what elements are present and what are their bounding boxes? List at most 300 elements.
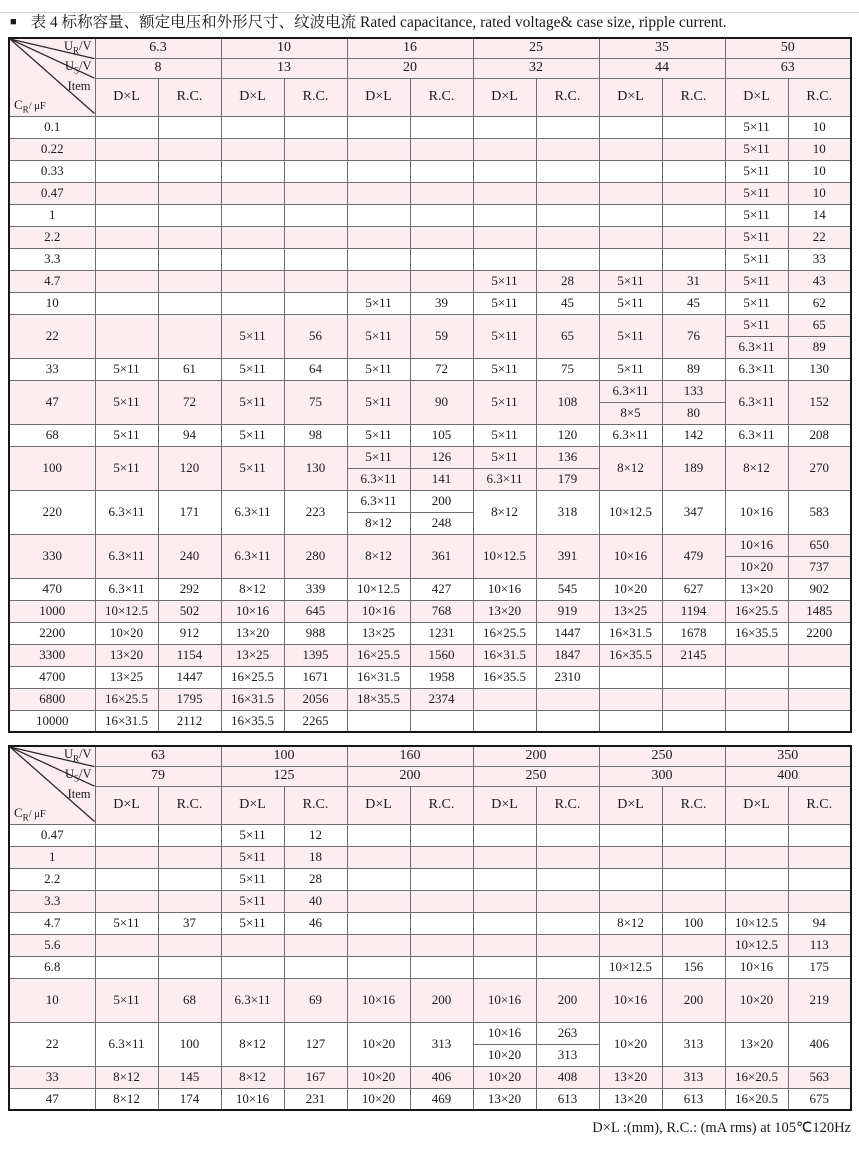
case-size-cell xyxy=(347,116,410,138)
ripple-current-cell xyxy=(662,868,725,890)
rated-voltage-header-row xyxy=(9,746,851,766)
case-size-cell: 10×12.5 xyxy=(599,490,662,534)
ripple-current-cell: 130 xyxy=(788,358,851,380)
ripple-current-cell xyxy=(662,688,725,710)
ripple-current-cell: 28 xyxy=(284,868,347,890)
case-size-cell: 5×11 xyxy=(473,358,536,380)
table-row xyxy=(9,270,851,292)
ripple-current-cell: 988 xyxy=(284,622,347,644)
case-size-cell: 10×16 xyxy=(725,534,788,556)
case-size-cell xyxy=(725,688,788,710)
ripple-current-cell xyxy=(410,204,473,226)
case-size-cell: 16×35.5 xyxy=(473,666,536,688)
case-size-column-header: D×L xyxy=(347,786,410,824)
case-size-cell xyxy=(221,226,284,248)
case-size-cell xyxy=(221,160,284,182)
ripple-current-cell xyxy=(536,688,599,710)
ripple-current-cell xyxy=(410,956,473,978)
case-size-cell: 5×11 xyxy=(221,380,284,424)
case-size-cell xyxy=(599,248,662,270)
table-row xyxy=(9,978,851,1022)
ripple-current-cell xyxy=(410,934,473,956)
case-size-cell xyxy=(725,868,788,890)
case-size-cell: 10×20 xyxy=(725,556,788,578)
case-size-cell: 5×11 xyxy=(473,446,536,468)
ripple-current-cell: 1447 xyxy=(158,666,221,688)
ripple-current-column-header: R.C. xyxy=(284,78,347,116)
ripple-current-cell xyxy=(662,226,725,248)
ripple-current-cell: 1447 xyxy=(536,622,599,644)
case-size-cell: 5×11 xyxy=(725,138,788,160)
ripple-current-cell: 406 xyxy=(788,1022,851,1066)
case-size-cell: 5×11 xyxy=(95,424,158,446)
case-size-cell: 16×31.5 xyxy=(221,688,284,710)
ripple-current-cell: 1795 xyxy=(158,688,221,710)
ripple-current-cell xyxy=(662,934,725,956)
case-size-cell: 8×12 xyxy=(347,512,410,534)
ripple-current-cell: 130 xyxy=(284,446,347,490)
ripple-current-column-header: R.C. xyxy=(158,78,221,116)
ripple-current-column-header: R.C. xyxy=(536,786,599,824)
case-size-cell: 13×20 xyxy=(725,578,788,600)
ripple-current-cell: 223 xyxy=(284,490,347,534)
case-size-cell: 13×25 xyxy=(95,666,158,688)
ripple-current-cell: 65 xyxy=(536,314,599,358)
case-size-cell xyxy=(95,138,158,160)
ripple-current-cell xyxy=(536,912,599,934)
case-size-cell: 5×11 xyxy=(347,380,410,424)
capacitance-cell: 3.3 xyxy=(9,890,95,912)
ripple-current-cell xyxy=(662,710,725,732)
capacitance-cell: 2.2 xyxy=(9,868,95,890)
ripple-current-cell: 318 xyxy=(536,490,599,534)
ripple-current-cell: 2145 xyxy=(662,644,725,666)
ripple-current-cell: 1231 xyxy=(410,622,473,644)
ripple-current-cell: 12 xyxy=(284,824,347,846)
case-size-cell: 18×35.5 xyxy=(347,688,410,710)
ripple-current-cell: 113 xyxy=(788,934,851,956)
ripple-current-cell: 141 xyxy=(410,468,473,490)
case-size-cell xyxy=(725,666,788,688)
case-size-cell: 5×11 xyxy=(95,380,158,424)
ripple-current-cell: 2112 xyxy=(158,710,221,732)
ripple-current-cell: 613 xyxy=(536,1088,599,1110)
ripple-current-cell: 2310 xyxy=(536,666,599,688)
case-size-cell xyxy=(347,912,410,934)
ripple-current-cell xyxy=(158,182,221,204)
ripple-current-cell xyxy=(788,824,851,846)
ripple-current-cell xyxy=(788,688,851,710)
ripple-current-cell xyxy=(284,934,347,956)
case-size-column-header: D×L xyxy=(347,78,410,116)
case-size-cell: 5×11 xyxy=(221,358,284,380)
case-size-cell: 5×11 xyxy=(347,446,410,468)
ripple-current-cell xyxy=(410,182,473,204)
ripple-current-cell: 105 xyxy=(410,424,473,446)
capacitance-cell: 33 xyxy=(9,358,95,380)
ripple-current-cell: 156 xyxy=(662,956,725,978)
case-size-cell xyxy=(599,868,662,890)
ripple-current-cell: 2056 xyxy=(284,688,347,710)
ripple-current-cell xyxy=(662,846,725,868)
capacitance-cell: 47 xyxy=(9,1088,95,1110)
ripple-current-cell: 45 xyxy=(662,292,725,314)
ripple-current-cell xyxy=(284,204,347,226)
case-size-cell: 10×20 xyxy=(725,978,788,1022)
ripple-current-cell xyxy=(788,868,851,890)
ripple-current-cell: 1395 xyxy=(284,644,347,666)
ripple-current-cell: 280 xyxy=(284,534,347,578)
rated-voltage-value: 25 xyxy=(473,38,599,58)
case-size-cell xyxy=(473,710,536,732)
case-size-cell: 5×11 xyxy=(221,824,284,846)
ripple-current-cell xyxy=(158,956,221,978)
case-size-cell: 16×35.5 xyxy=(221,710,284,732)
case-size-column-header: D×L xyxy=(221,78,284,116)
table-row xyxy=(9,1088,851,1110)
ripple-current-cell: 145 xyxy=(158,1066,221,1088)
ripple-current-cell xyxy=(284,116,347,138)
case-size-cell: 5×11 xyxy=(725,314,788,336)
case-size-cell xyxy=(221,292,284,314)
case-size-cell: 5×11 xyxy=(221,446,284,490)
case-size-cell: 10×16 xyxy=(473,1022,536,1044)
case-size-cell xyxy=(725,890,788,912)
ripple-current-cell: 94 xyxy=(158,424,221,446)
case-size-cell xyxy=(347,204,410,226)
ripple-current-cell: 75 xyxy=(284,380,347,424)
case-size-cell: 6.3×11 xyxy=(347,468,410,490)
case-size-cell: 6.3×11 xyxy=(347,490,410,512)
case-size-cell xyxy=(347,890,410,912)
case-size-cell: 5×11 xyxy=(599,314,662,358)
ripple-current-cell: 248 xyxy=(410,512,473,534)
header-corner-cell xyxy=(9,38,95,116)
case-size-cell: 5×11 xyxy=(599,270,662,292)
case-size-cell: 16×31.5 xyxy=(473,644,536,666)
case-size-cell xyxy=(347,270,410,292)
ripple-current-cell xyxy=(536,248,599,270)
case-size-cell: 10×20 xyxy=(473,1066,536,1088)
ripple-current-cell xyxy=(536,138,599,160)
case-size-cell xyxy=(473,688,536,710)
ripple-current-cell xyxy=(158,116,221,138)
ripple-current-cell xyxy=(284,160,347,182)
capacitance-cell: 0.47 xyxy=(9,182,95,204)
capacitance-cell: 22 xyxy=(9,314,95,358)
ripple-current-cell: 126 xyxy=(410,446,473,468)
ripple-current-cell: 75 xyxy=(536,358,599,380)
ripple-current-cell: 72 xyxy=(158,380,221,424)
case-size-cell xyxy=(347,824,410,846)
ripple-current-cell: 339 xyxy=(284,578,347,600)
capacitance-cell: 220 xyxy=(9,490,95,534)
case-size-cell: 5×11 xyxy=(725,248,788,270)
table-row xyxy=(9,424,851,446)
ripple-current-cell xyxy=(788,890,851,912)
ripple-current-cell xyxy=(410,116,473,138)
ripple-current-column-header: R.C. xyxy=(158,786,221,824)
ripple-current-cell xyxy=(284,248,347,270)
capacitance-cell: 0.47 xyxy=(9,824,95,846)
ripple-current-cell: 200 xyxy=(536,978,599,1022)
case-size-cell: 6.3×11 xyxy=(599,424,662,446)
case-size-cell: 5×11 xyxy=(347,358,410,380)
case-size-cell xyxy=(347,248,410,270)
ripple-current-cell: 292 xyxy=(158,578,221,600)
ripple-current-cell: 100 xyxy=(662,912,725,934)
capacitance-cell: 2.2 xyxy=(9,226,95,248)
ripple-current-cell: 545 xyxy=(536,578,599,600)
case-size-cell: 8×12 xyxy=(725,446,788,490)
ripple-current-cell: 167 xyxy=(284,1066,347,1088)
rated-voltage-header-row xyxy=(9,38,851,58)
case-size-cell: 16×31.5 xyxy=(599,622,662,644)
case-size-cell: 10×16 xyxy=(599,534,662,578)
ripple-current-cell: 675 xyxy=(788,1088,851,1110)
case-size-cell: 16×31.5 xyxy=(347,666,410,688)
case-size-cell: 5×11 xyxy=(95,912,158,934)
case-size-cell xyxy=(95,868,158,890)
case-size-cell: 5×11 xyxy=(95,446,158,490)
rated-voltage-value: 200 xyxy=(473,746,599,766)
case-size-cell: 5×11 xyxy=(725,270,788,292)
ripple-current-cell: 189 xyxy=(662,446,725,490)
ripple-current-cell: 406 xyxy=(410,1066,473,1088)
ripple-current-cell xyxy=(788,666,851,688)
ripple-current-cell: 313 xyxy=(662,1066,725,1088)
capacitance-cell: 3300 xyxy=(9,644,95,666)
case-size-cell xyxy=(473,890,536,912)
ripple-current-cell xyxy=(158,934,221,956)
capacitance-cell: 22 xyxy=(9,1022,95,1066)
case-size-cell: 6.3×11 xyxy=(725,336,788,358)
ripple-current-cell: 240 xyxy=(158,534,221,578)
case-size-cell xyxy=(95,248,158,270)
table-row xyxy=(9,204,851,226)
ripple-current-cell: 200 xyxy=(410,490,473,512)
ripple-current-cell: 1560 xyxy=(410,644,473,666)
table-row xyxy=(9,890,851,912)
case-size-cell: 13×20 xyxy=(95,644,158,666)
ripple-current-cell: 33 xyxy=(788,248,851,270)
ripple-current-column-header: R.C. xyxy=(284,786,347,824)
case-size-cell: 6.3×11 xyxy=(599,380,662,402)
capacitance-cell: 4.7 xyxy=(9,270,95,292)
ripple-current-cell xyxy=(158,138,221,160)
rated-voltage-value: 350 xyxy=(725,746,851,766)
ripple-current-cell xyxy=(410,868,473,890)
case-size-cell: 10×16 xyxy=(473,978,536,1022)
case-size-cell: 6.3×11 xyxy=(473,468,536,490)
ripple-current-cell: 174 xyxy=(158,1088,221,1110)
case-size-cell: 5×11 xyxy=(347,424,410,446)
ripple-current-cell xyxy=(284,270,347,292)
case-size-cell xyxy=(221,956,284,978)
case-size-cell xyxy=(95,314,158,358)
ripple-current-cell xyxy=(536,204,599,226)
case-size-cell: 10×16 xyxy=(347,600,410,622)
capacitance-cell: 3.3 xyxy=(9,248,95,270)
case-size-cell xyxy=(725,644,788,666)
capacitance-cell: 10 xyxy=(9,978,95,1022)
case-size-cell xyxy=(599,710,662,732)
table-row xyxy=(9,600,851,622)
case-size-cell: 5×11 xyxy=(221,846,284,868)
case-size-cell: 10×12.5 xyxy=(725,912,788,934)
case-size-cell xyxy=(347,934,410,956)
case-size-cell xyxy=(347,226,410,248)
ripple-current-cell: 200 xyxy=(410,978,473,1022)
case-size-cell: 10×16 xyxy=(599,978,662,1022)
ripple-current-cell: 1671 xyxy=(284,666,347,688)
ripple-current-cell xyxy=(536,160,599,182)
case-size-cell: 10×20 xyxy=(95,622,158,644)
ripple-current-cell xyxy=(284,226,347,248)
ripple-current-cell: 10 xyxy=(788,182,851,204)
ripple-current-cell: 31 xyxy=(662,270,725,292)
case-size-cell xyxy=(347,846,410,868)
ripple-current-cell xyxy=(662,160,725,182)
ripple-current-cell: 650 xyxy=(788,534,851,556)
case-size-column-header: D×L xyxy=(95,786,158,824)
case-size-cell: 16×25.5 xyxy=(95,688,158,710)
case-size-cell xyxy=(473,934,536,956)
rated-voltage-value: 63 xyxy=(95,746,221,766)
case-size-cell xyxy=(221,934,284,956)
ripple-current-cell xyxy=(410,226,473,248)
ripple-current-cell xyxy=(536,226,599,248)
surge-voltage-value: 32 xyxy=(473,58,599,78)
case-size-cell: 6.3×11 xyxy=(221,978,284,1022)
ripple-current-cell xyxy=(662,116,725,138)
case-size-cell: 8×12 xyxy=(599,446,662,490)
capacitance-cell: 470 xyxy=(9,578,95,600)
ripple-current-cell: 133 xyxy=(662,380,725,402)
case-size-cell: 10×20 xyxy=(473,1044,536,1066)
ripple-current-cell xyxy=(158,824,221,846)
surge-voltage-axis-label: $U_S/V$ xyxy=(64,767,92,784)
ripple-current-cell: 563 xyxy=(788,1066,851,1088)
tables-area xyxy=(0,37,859,1111)
ripple-current-cell: 39 xyxy=(410,292,473,314)
item-axis-label: Item xyxy=(67,787,91,801)
ripple-current-cell xyxy=(410,270,473,292)
capacitance-cell: 10 xyxy=(9,292,95,314)
surge-voltage-header-row xyxy=(9,58,851,78)
ripple-current-cell xyxy=(536,868,599,890)
page-top-rule xyxy=(0,12,859,13)
ripple-current-cell: 120 xyxy=(536,424,599,446)
ripple-current-cell: 627 xyxy=(662,578,725,600)
ripple-current-cell: 14 xyxy=(788,204,851,226)
case-size-cell: 5×11 xyxy=(473,314,536,358)
case-size-cell xyxy=(95,226,158,248)
ripple-current-cell: 76 xyxy=(662,314,725,358)
rated-voltage-axis-label: $U_R/V$ xyxy=(63,747,92,764)
case-size-cell: 6.3×11 xyxy=(221,490,284,534)
surge-voltage-axis-label: $U_S/V$ xyxy=(64,59,92,76)
ripple-current-cell xyxy=(158,868,221,890)
ripple-current-cell: 313 xyxy=(662,1022,725,1066)
case-size-cell: 8×5 xyxy=(599,402,662,424)
ripple-current-cell: 108 xyxy=(536,380,599,424)
case-size-cell: 10×20 xyxy=(599,578,662,600)
case-size-cell: 10×20 xyxy=(347,1066,410,1088)
table-row xyxy=(9,934,851,956)
case-size-cell: 10×20 xyxy=(347,1022,410,1066)
ripple-current-cell: 219 xyxy=(788,978,851,1022)
ripple-current-cell: 127 xyxy=(284,1022,347,1066)
case-size-cell xyxy=(221,248,284,270)
case-size-cell: 10×16 xyxy=(725,490,788,534)
ripple-current-cell: 1485 xyxy=(788,600,851,622)
ripple-current-cell: 502 xyxy=(158,600,221,622)
capacitance-cell: 4.7 xyxy=(9,912,95,934)
table-row xyxy=(9,446,851,468)
surge-voltage-value: 79 xyxy=(95,766,221,786)
ripple-current-cell: 313 xyxy=(536,1044,599,1066)
table-row xyxy=(9,160,851,182)
case-size-cell xyxy=(95,116,158,138)
case-size-cell xyxy=(95,270,158,292)
rated-voltage-value: 160 xyxy=(347,746,473,766)
case-size-cell: 5×11 xyxy=(473,380,536,424)
capacitance-cell: 6800 xyxy=(9,688,95,710)
case-size-column-header: D×L xyxy=(725,786,788,824)
case-size-cell: 16×25.5 xyxy=(347,644,410,666)
capacitance-cell: 0.22 xyxy=(9,138,95,160)
capacitance-cell: 0.1 xyxy=(9,116,95,138)
ripple-current-cell: 1847 xyxy=(536,644,599,666)
ripple-current-cell xyxy=(410,710,473,732)
capacitance-cell: 1 xyxy=(9,204,95,226)
capacitance-cell: 47 xyxy=(9,380,95,424)
capacitance-cell: 330 xyxy=(9,534,95,578)
table-title-text: 表 4 标称容量、额定电压和外形尺寸、纹波电流 Rated capacitance, rated voltage& case size, ripple current. xyxy=(30,14,727,31)
case-size-cell xyxy=(599,890,662,912)
case-size-cell xyxy=(725,710,788,732)
capacitance-cell: 100 xyxy=(9,446,95,490)
case-size-cell: 6.3×11 xyxy=(95,490,158,534)
surge-voltage-value: 250 xyxy=(473,766,599,786)
ripple-current-cell: 18 xyxy=(284,846,347,868)
ripple-current-cell: 768 xyxy=(410,600,473,622)
case-size-cell xyxy=(473,248,536,270)
case-size-cell: 6.3×11 xyxy=(95,1022,158,1066)
ripple-current-cell: 919 xyxy=(536,600,599,622)
case-size-cell: 10×20 xyxy=(599,1022,662,1066)
ripple-current-cell: 347 xyxy=(662,490,725,534)
ripple-current-cell xyxy=(536,890,599,912)
case-size-cell xyxy=(599,116,662,138)
case-size-cell: 6.3×11 xyxy=(221,534,284,578)
ripple-current-cell: 231 xyxy=(284,1088,347,1110)
case-size-cell: 5×11 xyxy=(473,424,536,446)
table-row xyxy=(9,534,851,556)
capacitance-cell: 5.6 xyxy=(9,934,95,956)
surge-voltage-value: 300 xyxy=(599,766,725,786)
table-row xyxy=(9,1066,851,1088)
case-size-cell: 13×20 xyxy=(473,600,536,622)
case-size-cell: 5×11 xyxy=(725,182,788,204)
case-size-cell xyxy=(473,138,536,160)
ripple-current-cell xyxy=(410,160,473,182)
case-size-cell xyxy=(347,710,410,732)
ripple-current-cell xyxy=(662,138,725,160)
ripple-current-cell: 45 xyxy=(536,292,599,314)
case-size-cell: 8×12 xyxy=(221,1066,284,1088)
